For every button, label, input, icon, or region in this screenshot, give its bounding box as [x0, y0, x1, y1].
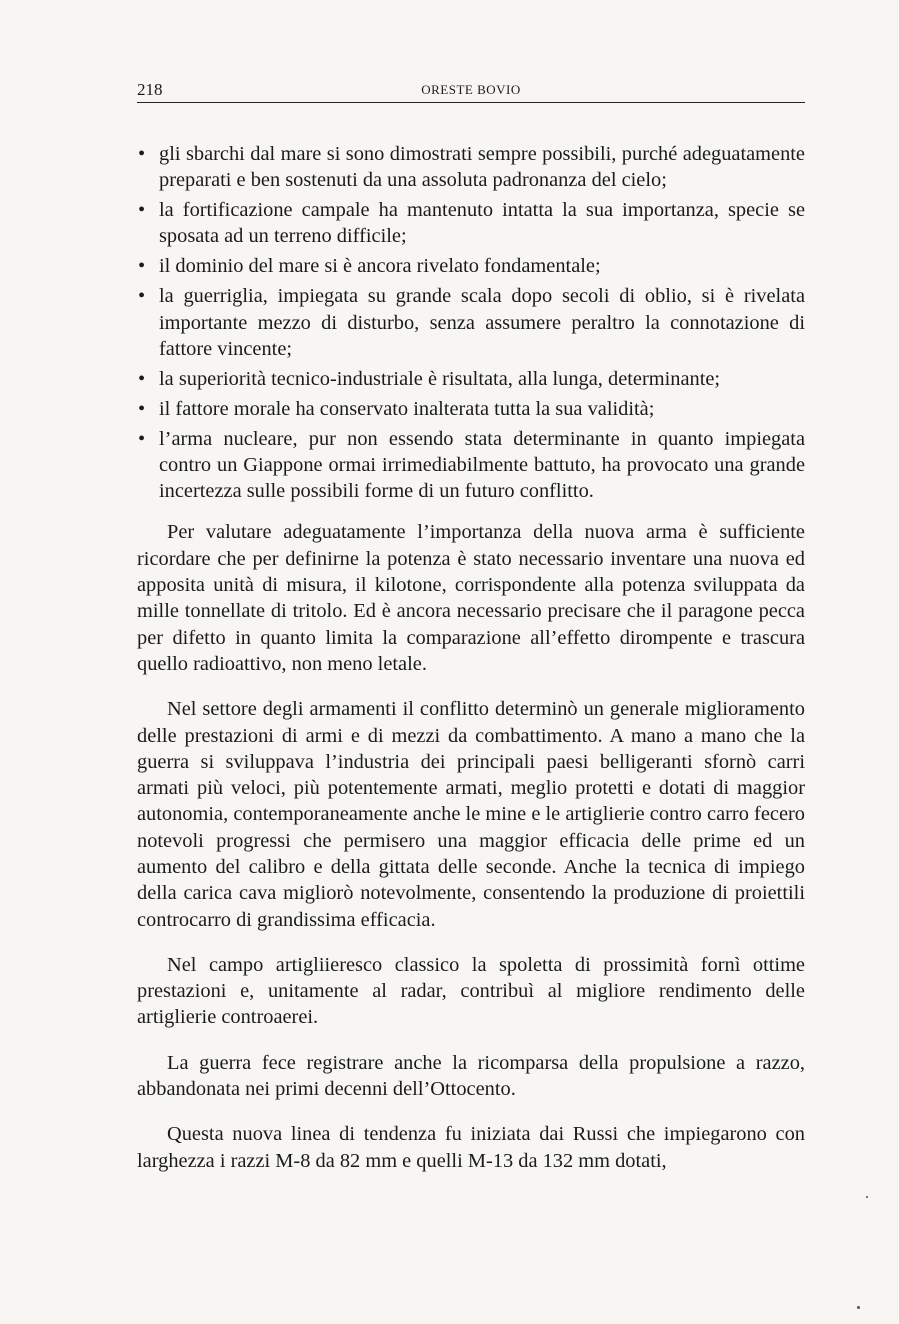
bullet-list [137, 141, 805, 504]
list-item-text: gli sbarchi dal mare si sono dimostrati sempre possibili, purché adeguatamente preparati e ben sostenuti da una assoluta padronanza del cielo; [159, 143, 805, 192]
paragraph: Nel campo artigliieresco classico la spoletta di prossimità fornì ottime prestazioni e, unitamente al radar, contribuì al migliore rendimento delle artiglierie controaerei. [137, 953, 805, 1029]
paragraph: Per valutare adeguatamente l’importanza della nuova arma è sufficiente ricordare che per definirne la potenza è stato necessario inventare una nuova ed apposita unità di misura, il kilotone, corrispondente alla potenza sviluppata da mille tonnellate di tritolo. Ed è ancora necessario precisare che il paragone pecca per difetto in quanto limita la comparazione all’effetto dirompente e trascura quello radioattivo, non meno letale. [137, 521, 805, 675]
list-item-text: il dominio del mare si è ancora rivelato fondamentale; [159, 255, 601, 278]
running-head: ORESTE BOVIO [421, 82, 521, 97]
list-item-text: la superiorità tecnico-industriale è risultata, alla lunga, determinante; [159, 367, 721, 390]
list-item [137, 253, 805, 279]
scan-speck [866, 1196, 868, 1198]
list-item-text: la guerriglia, impiegata su grande scala dopo secoli di oblio, si è rivelata importante mezzo di disturbo, senza assumere peraltro la connotazione di fattore vincente; [159, 285, 805, 360]
list-item-text: la fortificazione campale ha mantenuto intatta la sua importanza, specie se sposata ad un terreno difficile; [159, 199, 805, 248]
list-item-text: l’arma nucleare, pur non essendo stata determinante in quanto impiegata contro un Giappone ormai irrimediabilmente battuto, ha provocato una grande incertezza sulle possibili forme di un futuro conflitto. [159, 427, 805, 503]
scan-speck [857, 1306, 860, 1309]
list-item [137, 141, 805, 194]
bullet-icon: • [138, 255, 146, 278]
bullet-icon: • [138, 199, 146, 222]
list-item [137, 426, 805, 505]
page-number: 218 [137, 80, 163, 99]
bullet-icon: • [138, 367, 146, 390]
bullet-icon: • [138, 397, 146, 420]
list-item-text: il fattore morale ha conservato inalterata tutta la sua validità; [159, 397, 655, 420]
page-header [137, 80, 805, 103]
bullet-icon: • [138, 143, 146, 165]
paragraph: Questa nuova linea di tendenza fu iniziata dai Russi che impiegarono con larghezza i razzi M-8 da 82 mm e quelli M-13 da 132 mm dotati, [137, 1123, 805, 1172]
paragraph: Nel settore degli armamenti il conflitto determinò un generale miglioramento delle prestazioni di armi e di mezzi da combattimento. A mano a mano che la guerra si sviluppava l’industria dei principali paesi belligeranti sfornò carri armati più veloci, più potentemente armati, meglio protetti e dotati di maggior autonomia, contemporaneamente anche le mine e le artiglierie contro carro fecero notevoli progressi che permisero una maggior efficacia delle prime ed un aumento del calibro e della gittata delle seconde. Anche la tecnica di impiego della carica cava migliorò notevolmente, consentendo la produzione di proiettili controcarro di grandissima efficacia. [137, 698, 805, 931]
bullet-icon: • [138, 285, 146, 308]
list-item [137, 396, 805, 422]
body-text [137, 141, 805, 1174]
list-item [137, 283, 805, 362]
list-item [137, 197, 805, 250]
list-item [137, 366, 805, 392]
paragraph: La guerra fece registrare anche la ricomparsa della propulsione a razzo, abbandonata nei primi decenni dell’Ottocento. [137, 1051, 805, 1101]
bullet-icon: • [138, 427, 146, 450]
